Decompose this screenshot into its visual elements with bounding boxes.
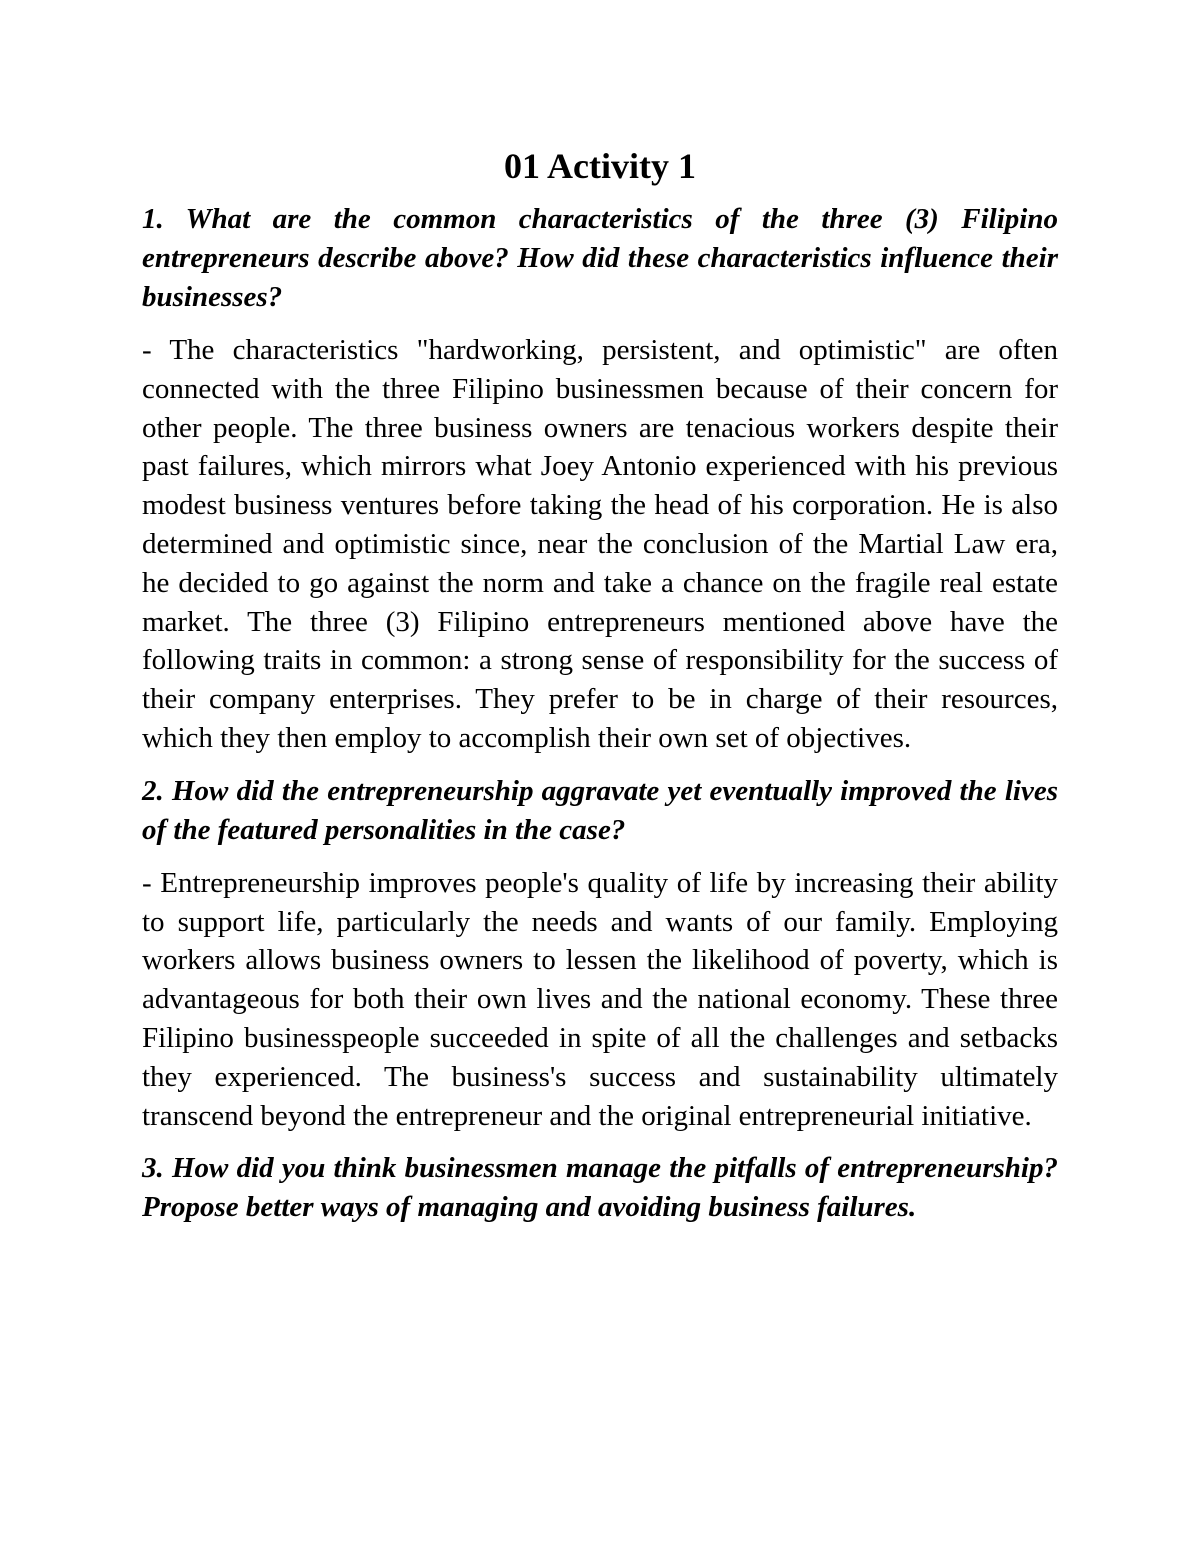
- answer-1: - The characteristics "hardworking, persistent, and optimistic" are often connected with the three Filipino businessmen because of their concern for other people. The three business owners are tenacious workers despite their past failures, which mirrors what Joey Antonio experienced with his previous modest business ventures before taking the head of his corporation. He is also determined and optimistic since, near the conclusion of the Martial Law era, he decided to go against the norm and take a chance on the fragile real estate market. The three (3) Filipino entrepreneurs mentioned above have the following traits in common: a strong sense of responsibility for the success of their company enterprises. They prefer to be in charge of their resources, which they then employ to accomplish their own set of objectives.: [142, 334, 1058, 754]
- question-3: 3. How did you think businessmen manage the pitfalls of entrepreneurship? Propose better ways of managing and avoiding business failures.: [142, 1152, 1058, 1224]
- document-page: [142, 140, 1058, 1241]
- page-title: 01 Activity 1: [504, 146, 696, 186]
- question-2: 2. How did the entrepreneurship aggravate yet eventually improved the lives of the featured personalities in the case?: [142, 774, 1058, 846]
- question-1: 1. What are the common characteristics of the three (3) Filipino entrepreneurs describe above? How did these characteristics influence their businesses?: [142, 203, 1058, 313]
- answer-2: - Entrepreneurship improves people's quality of life by increasing their ability to support life, particularly the needs and wants of our family. Employing workers allows business owners to lessen the likelihood of poverty, which is advantageous for both their own lives and the national economy. These three Filipino businesspeople succeeded in spite of all the challenges and setbacks they experienced. The business's success and sustainability ultimately transcend beyond the entrepreneur and the original entrepreneurial initiative.: [142, 866, 1058, 1132]
